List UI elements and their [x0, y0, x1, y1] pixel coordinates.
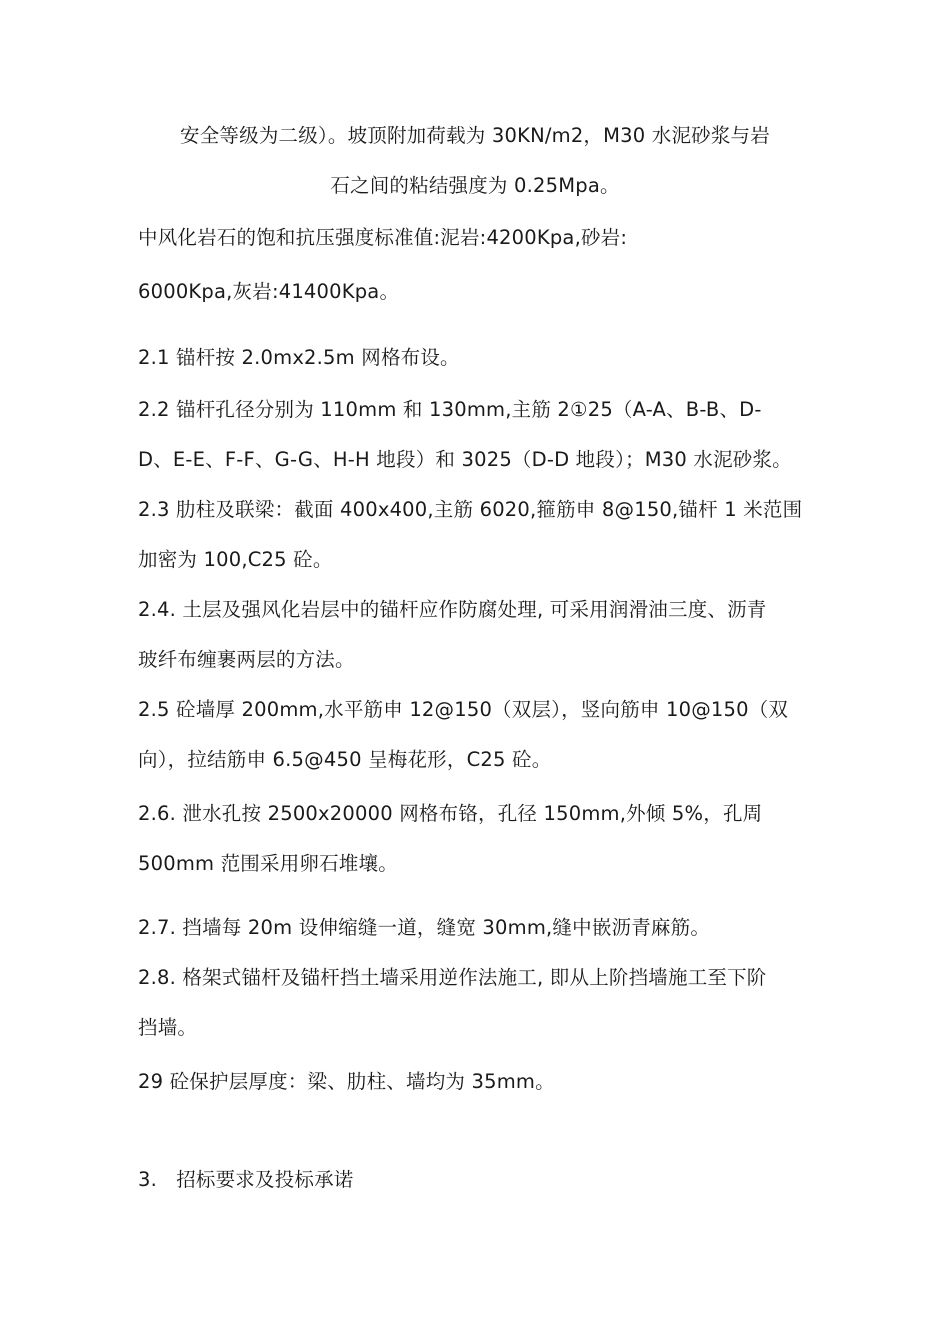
text-line: 2.1 锚杆按 2.0mx2.5m 网格布设。	[138, 346, 460, 369]
text-line: 2.4. 土层及强风化岩层中的锚杆应作防腐处理, 可采用润滑油三度、沥青	[138, 598, 767, 621]
text-line: 中风化岩石的饱和抗压强度标准值:泥岩:4200Kpa,砂岩:	[138, 226, 628, 249]
text-line: 2.2 锚杆孔径分别为 110mm 和 130mm,主筋 2①25（A-A、B-B、D-	[138, 398, 762, 421]
text-line: 500mm 范围采用卵石堆壤。	[138, 852, 398, 875]
text-line: 2.5 砼墙厚 200mm,水平筋申 12@150（双层），竖向筋申 10@150（双	[138, 698, 789, 721]
text-line: 挡墙。	[138, 1016, 198, 1039]
text-line: 6000Kpa,灰岩:41400Kpa。	[138, 280, 400, 303]
text-line: 加密为 100,C25 砼。	[138, 548, 333, 571]
section-heading: 3. 招标要求及投标承诺	[138, 1168, 354, 1191]
text-line: 2.7. 挡墙每 20m 设伸缩缝一道，缝宽 30mm,缝中嵌沥青麻筋。	[138, 916, 711, 939]
text-line: 2.3 肋柱及联梁：截面 400x400,主筋 6020,箍筋申 8@150,锚杆 1 米范围	[138, 498, 803, 521]
text-line: 安全等级为二级）。坡顶附加荷载为 30KN/m2，M30 水泥砂浆与岩	[180, 124, 770, 147]
text-line: 2.8. 格架式锚杆及锚杆挡土墙采用逆作法施工, 即从上阶挡墙施工至下阶	[138, 966, 767, 989]
text-line: 向），拉结筋申 6.5@450 呈梅花形，C25 砼。	[138, 748, 552, 771]
text-line: 2.6. 泄水孔按 2500x20000 网格布铬，孔径 150mm,外倾 5%，孔周	[138, 802, 763, 825]
text-line: D、E-E、F-F、G-G、H-H 地段）和 3025（D-D 地段）；M30 水泥砂浆。	[138, 448, 792, 471]
text-line: 29 砼保护层厚度：梁、肋柱、墙均为 35mm。	[138, 1070, 555, 1093]
text-line: 石之间的粘结强度为 0.25Mpa。	[330, 174, 620, 197]
text-line: 玻纤布缠裹两层的方法。	[138, 648, 355, 671]
